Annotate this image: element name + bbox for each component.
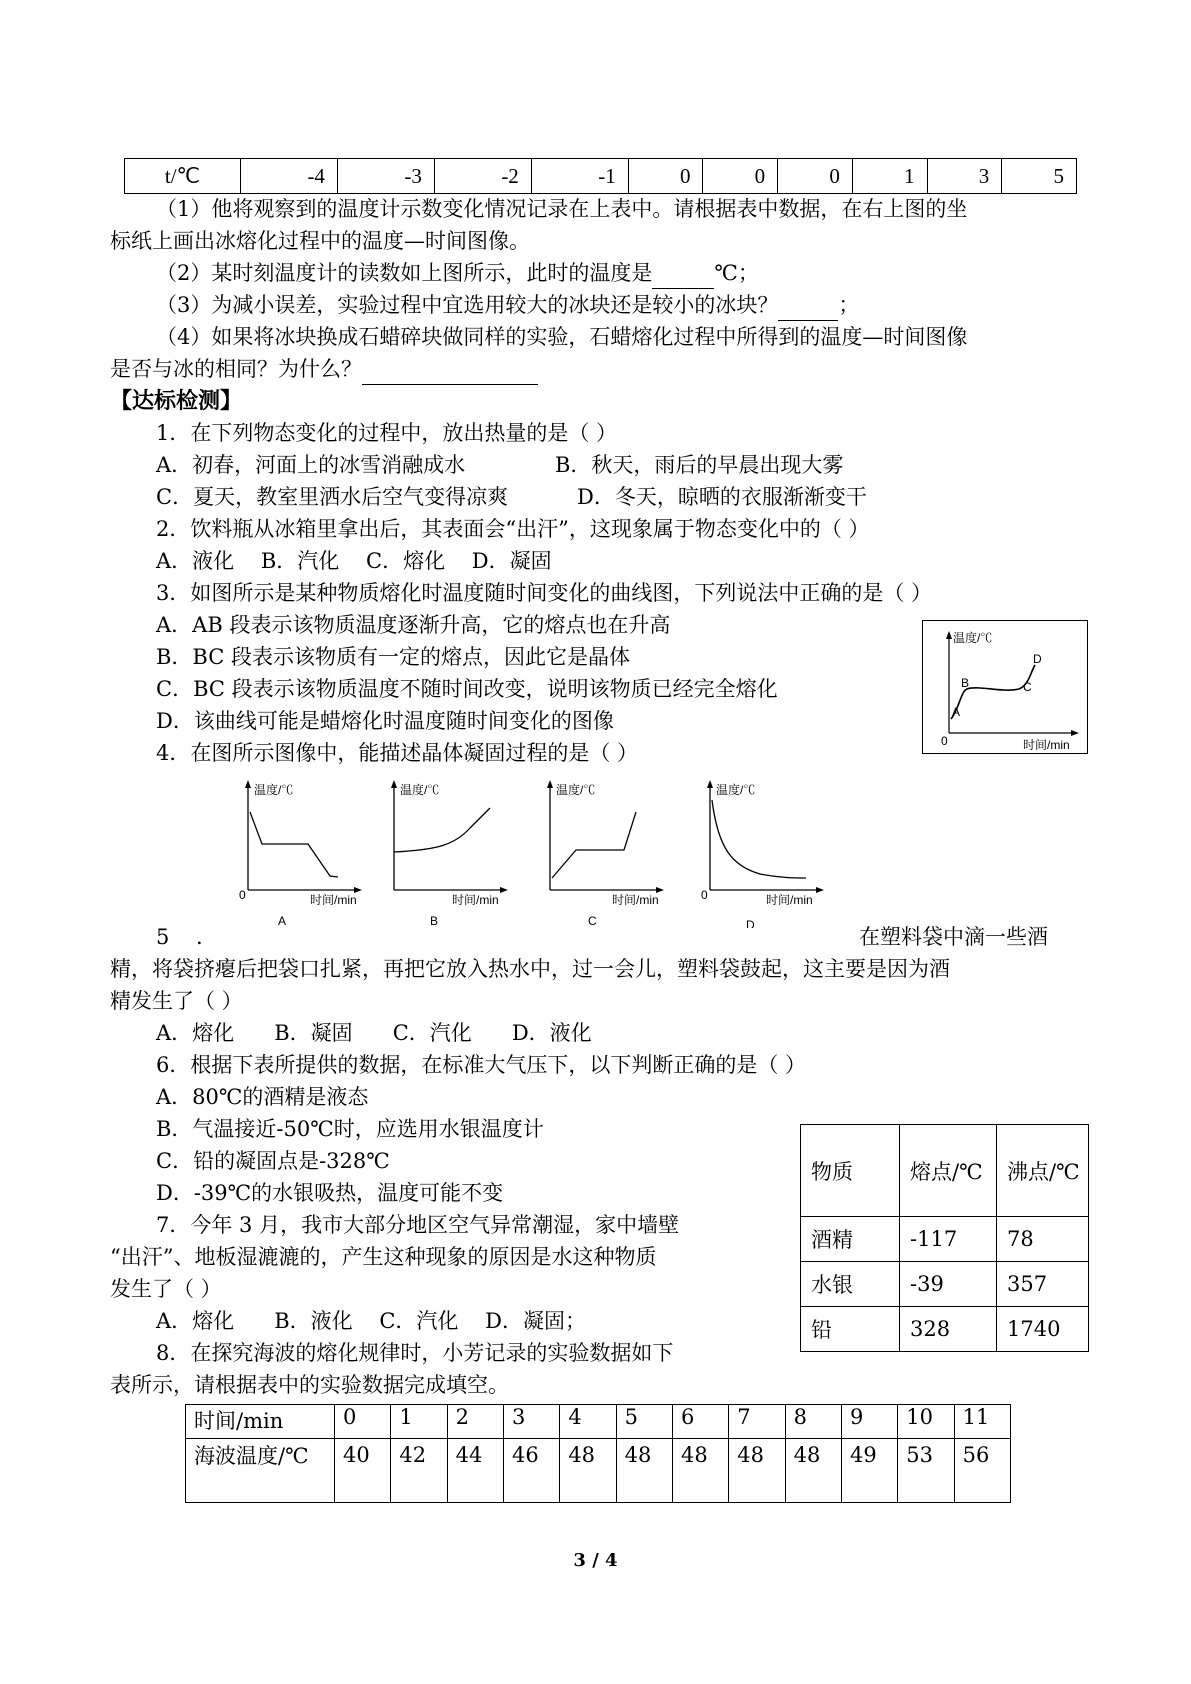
chart-ylabel: 温度/℃ [716,783,756,797]
table-cell: -39 [900,1262,997,1307]
q4-chart-c [540,778,680,933]
question-line [156,290,859,320]
melting-boiling-table [800,1124,1089,1352]
chart-origin: 0 [941,734,948,748]
table-cell: 48 [672,1439,728,1503]
table-cell: -2 [434,159,531,194]
table-header-cell: 熔点/℃ [900,1125,997,1217]
option-text: C．铅的凝固点是-328℃ [156,1149,390,1173]
option-text: D．该曲线可能是蜡熔化时温度随时间变化的图像 [156,709,614,733]
question-7: 发生了（ ） [110,1277,222,1301]
table-cell: 49 [841,1439,897,1503]
table-cell: 0 [703,159,778,194]
question-line: 标纸上画出冰熔化过程中的温度—时间图像。 [110,229,530,253]
table-cell: 铅 [801,1307,900,1352]
table-cell: -1 [531,159,628,194]
table-cell: 9 [841,1405,897,1439]
q4-chart-b [384,778,524,933]
table-cell: -117 [900,1217,997,1262]
question-4: 4．在图所示图像中，能描述晶体凝固过程的是（ ） [156,741,639,765]
option-text: B．BC 段表示该物质有一定的熔点，因此它是晶体 [156,645,630,669]
table-cell: 1 [391,1405,447,1439]
option-text: D．-39℃的水银吸热，温度可能不变 [156,1181,504,1205]
chart-ylabel: 温度/℃ [400,783,440,797]
option-text: C．BC 段表示该物质温度不随时间改变，说明该物质已经完全熔化 [156,677,778,701]
option-text: A．80℃的酒精是液态 [156,1085,369,1109]
question-7: 7．今年 3 月，我市大部分地区空气异常潮湿，家中墙壁 [156,1213,680,1237]
table-cell: 4 [560,1405,616,1439]
chart-xlabel: 时间/min [766,893,813,907]
table-cell: 46 [503,1439,559,1503]
table-cell: 48 [785,1439,841,1503]
table-cell: 5 [616,1405,672,1439]
question-5: 在塑料袋中滴一些酒 [859,925,1048,949]
table-cell: 56 [954,1439,1010,1503]
point-label: D [1033,652,1042,666]
temperature-record-table [124,158,1077,194]
table-cell: 357 [997,1262,1089,1307]
option-text: D．冬天，晾晒的衣服渐渐变干 [577,485,867,509]
table-cell: 53 [898,1439,954,1503]
table-cell: 3 [503,1405,559,1439]
option-text: A．AB 段表示该物质温度逐渐升高，它的熔点也在升高 [156,613,671,637]
question-7: “出汗”、地板湿漉漉的，产生这种现象的原因是水这种物质 [110,1245,657,1269]
question-3: 3．如图所示是某种物质熔化时温度随时间变化的曲线图，下列说法中正确的是（ ） [156,581,933,605]
table-cell: 11 [954,1405,1010,1439]
page-number: 3 / 4 [573,1550,618,1571]
q3-melting-curve-chart [923,621,1087,753]
table-cell: 48 [560,1439,616,1503]
option-text: A．熔化 B．液化 C．汽化 D．凝固； [156,1309,586,1333]
table-header-cell: 时间/min [186,1405,335,1439]
table-cell: 10 [898,1405,954,1439]
question-5: 5 . [156,925,203,949]
chart-ylabel: 温度/℃ [953,631,993,645]
question-2: 2．饮料瓶从冰箱里拿出后，其表面会“出汗”，这现象属于物态变化中的（ ） [156,517,870,541]
option-text: A．液化 B．汽化 C．熔化 D．凝固 [156,549,552,573]
chart-caption: D [746,918,755,928]
chart-ylabel: 温度/℃ [556,783,596,797]
chart-caption: A [278,914,287,928]
table-cell: 40 [335,1439,391,1503]
question-5: 精，将袋挤瘪后把袋口扎紧，再把它放入热水中，过一会儿，塑料袋鼓起，这主要是因为酒 [110,957,950,981]
option-text: A．熔化 B．凝固 C．汽化 D．液化 [156,1021,592,1045]
chart-xlabel: 时间/min [310,893,357,907]
punct-text: ； [838,293,860,317]
hypo-melting-table [185,1404,1011,1503]
q3-chart-frame [922,620,1088,754]
unit-text: ℃； [714,261,759,285]
option-text: A．初春，河面上的冰雪消融成水 [156,453,466,477]
question-line: （4）如果将冰块换成石蜡碎块做同样的实验，石蜡熔化过程中所得到的温度—时间图像 [156,325,968,349]
table-cell: 2 [447,1405,503,1439]
option-text: B．秋天，雨后的早晨出现大雾 [555,453,844,477]
question-6: 6．根据下表所提供的数据，在标准大气压下，以下判断正确的是（ ） [156,1053,807,1077]
question-line: （1）他将观察到的温度计示数变化情况记录在上表中。请根据表中数据，在右上图的坐 [156,197,968,221]
table-cell: 0 [335,1405,391,1439]
question-text: （3）为减小误差，实验过程中宜选用较大的冰块还是较小的冰块？ [156,293,779,317]
chart-caption: C [588,914,597,928]
table-cell: 1 [852,159,927,194]
table-cell: 1740 [997,1307,1089,1352]
option-text: B．气温接近-50℃时，应选用水银温度计 [156,1117,544,1141]
option-text: C．夏天，教室里洒水后空气变得凉爽 [156,485,509,509]
question-8: 8．在探究海波的熔化规律时，小芳记录的实验数据如下 [156,1341,674,1365]
table-cell: 酒精 [801,1217,900,1262]
chart-caption: B [430,914,439,928]
chart-ylabel: 温度/℃ [254,783,294,797]
question-5: 精发生了（ ） [110,989,243,1013]
question-text: （2）某时刻温度计的读数如上图所示，此时的温度是 [156,261,653,285]
table-header-cell: t/℃ [125,159,241,194]
chart-xlabel: 时间/min [612,893,659,907]
question-line [110,354,538,384]
table-cell: 3 [927,159,1002,194]
question-8: 表所示，请根据表中的实验数据完成填空。 [110,1373,509,1397]
table-cell: 水银 [801,1262,900,1307]
table-cell: 8 [785,1405,841,1439]
table-header-cell: 物质 [801,1125,900,1217]
q4-chart-d [700,778,840,933]
chart-origin: 0 [701,888,708,902]
section-title: 【达标检测】 [110,388,243,414]
table-cell: 48 [616,1439,672,1503]
table-cell: 78 [997,1217,1089,1262]
question-line [156,258,759,288]
table-header-cell: 沸点/℃ [997,1125,1089,1217]
point-label: C [1023,680,1032,694]
answer-blank[interactable] [778,290,838,321]
chart-xlabel: 时间/min [1023,738,1070,752]
table-cell: 7 [729,1405,785,1439]
table-cell: 5 [1002,159,1077,194]
table-cell: -4 [241,159,338,194]
table-cell: -3 [337,159,434,194]
question-1: 1．在下列物态变化的过程中，放出热量的是（ ） [156,421,618,445]
table-cell: 48 [729,1439,785,1503]
answer-blank[interactable] [362,354,538,385]
table-cell: 0 [628,159,703,194]
table-cell: 6 [672,1405,728,1439]
point-label: B [961,676,970,690]
chart-xlabel: 时间/min [452,893,499,907]
point-label: A [952,705,961,719]
question-text: 是否与冰的相同？为什么？ [110,357,362,381]
q4-chart-a [238,778,378,933]
answer-blank[interactable] [652,258,714,289]
table-header-cell: 海波温度/℃ [186,1439,335,1503]
table-cell: 0 [778,159,853,194]
chart-origin: 0 [239,888,246,902]
table-cell: 42 [391,1439,447,1503]
table-cell: 44 [447,1439,503,1503]
table-cell: 328 [900,1307,997,1352]
